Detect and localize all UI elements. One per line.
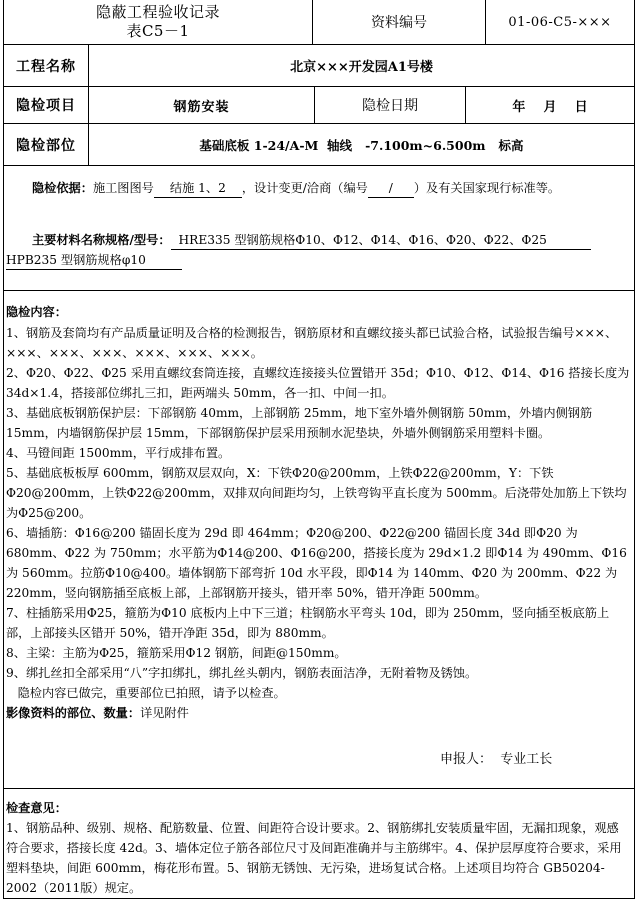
content-item: 1、钢筋及套筒均有产品质量证明及合格的检测报告，钢筋原材和直螺纹接头都已试验合格，试验报告编号×××、×××、×××、×××、×××、×××、×××。 (6, 326, 618, 360)
opinion-title: 检查意见： (6, 801, 67, 815)
inspection-item-label: 隐检项目 (16, 98, 76, 114)
project-name-label: 工程名称 (16, 58, 76, 75)
divider (3, 788, 635, 789)
images-label: 影像资料的部位、数量： (6, 706, 141, 720)
content-item: 3、基础底板钢筋保护层：下部钢筋 40mm，上部钢筋 25mm，地下室外墙外侧钢筋 50mm，外墙内侧钢筋 15mm，内墙钢筋保护层 15mm，下部钢筋保护层采用预制水泥垫块，外墙外侧钢筋采用塑料卡圈。 (6, 406, 593, 440)
basis-text-2: ，设计变更/洽商（编号 (241, 181, 368, 195)
inspection-date-value: 年 月 日 (512, 99, 588, 115)
basis-label: 隐检依据： (32, 181, 93, 195)
basis-text-3: ）及有关国家现行标准等。 (413, 181, 561, 195)
inspection-item-value: 钢筋安装 (173, 99, 230, 115)
drawing-number: 结施 1、2 (154, 180, 242, 198)
content-title: 隐检内容： (6, 305, 67, 319)
materials-label: 主要材料名称规格/型号： (32, 233, 171, 247)
number-value: 01-06-C5-××× (508, 14, 612, 30)
inspection-opinion (6, 798, 630, 898)
content-item: 隐检内容已做完，重要部位已拍照，请予以检查。 (6, 686, 286, 700)
inspection-content (6, 302, 630, 723)
form-title-main: 隐蔽工程验收记录 (95, 3, 220, 21)
content-item: 9、绑扎丝扣全部采用“八”字扣绑扎，绑扎丝头朝内，钢筋表面洁净，无附着物及锈蚀。 (6, 666, 478, 680)
materials-line-2: HPB235 型钢筋规格φ10 (6, 252, 182, 270)
content-item: 5、基础底板板厚 600mm，钢筋双层双向，X：下铁Φ20@200mm，上铁Φ22@200mm，Y：下铁Φ20@200mm，上铁Φ22@200mm，双排双向间距均匀，上铁弯钩平直长度为 500mm。后浇带处加筋上下铁均为Φ25@200。 (6, 466, 627, 520)
inspection-basis (6, 178, 630, 198)
content-item: 8、主梁：主筋为Φ25，箍筋采用Φ12 钢筋，间距@150mm。 (6, 646, 347, 660)
change-number: / (368, 180, 414, 198)
inspection-part-label: 隐检部位 (16, 137, 76, 154)
content-item: 4、马镫间距 1500mm，平行成排布置。 (6, 446, 231, 460)
materials-line-1: HRE335 型钢筋规格Φ10、Φ12、Φ14、Φ16、Φ20、Φ22、Φ25 (171, 232, 591, 250)
opinion-text: 1、钢筋品种、级别、规格、配筋数量、位置、间距符合设计要求。2、钢筋绑扎安装质量牢固，无漏扣现象，观感符合要求，搭接长度 42d。3、墙体定位子筋各部位尺寸及间距准确并与主筋绑牢。4、保护层厚度符合要求，采用塑料垫块，间距 600mm，梅花形布置。5、钢筋无锈蚀、无污染，进场复试合格。上述项目均符合 GB50204-2002（2011版）规定。 (6, 821, 622, 895)
main-materials (6, 230, 630, 270)
inspection-part-value: 基础底板 1-24/A-M 轴线 -7.100m~6.500m 标高 (199, 137, 524, 153)
inspection-date-label: 隐检日期 (362, 98, 418, 114)
number-label: 资料编号 (371, 15, 427, 31)
divider (3, 165, 635, 166)
applicant: 申报人： 专业工长 (440, 751, 553, 767)
divider (3, 290, 635, 291)
content-item: 2、Φ20、Φ22、Φ25 采用直螺纹套筒连接，直螺纹连接接头位置错开 35d；Φ10、Φ12、Φ14、Φ16 搭接长度为 34d×1.4，搭接部位绑扎三扣，距两端头 50mm，各一扣、中间一扣。 (6, 366, 630, 400)
project-name-value: 北京×××开发园A1号楼 (290, 60, 433, 75)
form-title (4, 0, 312, 44)
content-item: 6、墙插筋：Φ16@200 锚固长度为 29d 即 464mm；Φ20@200、Φ22@200 锚固长度 34d 即Φ20 为 680mm、Φ22 为 750mm；水平筋为Φ14@200、Φ16@200，搭接长度为 29d×1.2 即Φ14 为 490mm、Φ16 为 560mm。拉筋Φ10@400。墙体钢筋下部弯折 10d 水平段，即Φ14 为 140mm、Φ20 为 200mm、Φ22 为 220mm，竖向钢筋插至底板上部，上部钢筋开接头，错开率 50%，错开净距 500mm。 (6, 526, 627, 600)
content-item: 7、柱插筋采用Φ25，箍筋为Φ10 底板内上中下三道；柱钢筋水平弯头 10d，即为 250mm，竖向插至板底筋上部，上部接头区错开 50%，错开净距 35d，即为 880mm。 (6, 606, 610, 640)
basis-text-1: 施工图图号 (92, 181, 154, 195)
images-value: 详见附件 (140, 706, 189, 720)
form-title-code: 表C5－1 (126, 22, 190, 40)
